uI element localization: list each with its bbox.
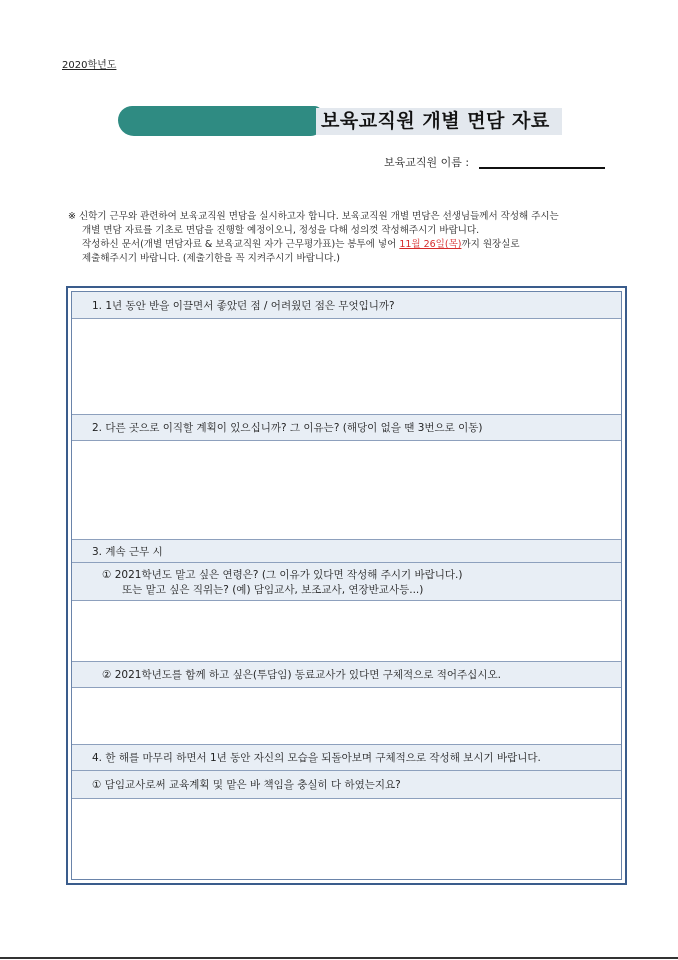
notice-line-4: 제출해주시기 바랍니다. (제출기한을 꼭 지켜주시기 바랍니다.) bbox=[82, 253, 340, 264]
question-3-1-line-2: 또는 맡고 싶은 직위는? (예) 담임교사, 보조교사, 연장반교사등...) bbox=[122, 583, 424, 596]
notice-block bbox=[68, 210, 628, 266]
question-3-2-text: ② 2021학년도를 함께 하고 싶은(투담임) 동료교사가 있다면 구체적으로 적어주십시오. bbox=[102, 669, 501, 681]
notice-line-1: ※ 신학기 근무와 관련하여 보육교직원 면담을 실시하고자 합니다. 보육교직원 개별 면담은 선생님들께서 작성해 주시는 bbox=[68, 211, 559, 222]
form-inner-border bbox=[71, 291, 622, 880]
staff-name-line bbox=[384, 154, 605, 170]
school-year: 2020학년도 bbox=[62, 60, 117, 71]
answer-2-area[interactable] bbox=[72, 441, 621, 539]
notice-line-2: 개별 면담 자료를 기초로 면담을 진행할 예정이오니, 정성을 다해 성의껏 작성해주시기 바랍니다. bbox=[82, 225, 480, 236]
deadline-date: 11월 26일(목) bbox=[399, 239, 462, 250]
staff-name-label: 보육교직원 이름 : bbox=[384, 156, 470, 169]
question-1-text: 1. 1년 동안 반을 이끌면서 좋았던 점 / 어려웠던 점은 무엇입니까? bbox=[92, 299, 395, 312]
question-4-1-text: ① 담임교사로써 교육계획 및 맡은 바 책임을 충실히 다 하였는지요? bbox=[92, 779, 401, 791]
notice-line-3 bbox=[68, 238, 628, 252]
interview-form bbox=[66, 286, 627, 885]
question-4 bbox=[72, 744, 621, 771]
answer-1-area[interactable] bbox=[72, 319, 621, 414]
notice-line-3-text: 작성하신 문서(개별 면담자료 & 보육교직원 자가 근무평가표)는 봉투에 넣어 bbox=[82, 239, 400, 250]
notice-line-3-end: 까지 원장실로 bbox=[461, 239, 520, 250]
question-3-2 bbox=[72, 661, 621, 688]
answer-3-2-area[interactable] bbox=[72, 688, 621, 744]
page-bottom-rule bbox=[0, 957, 678, 959]
question-3-1 bbox=[72, 563, 621, 601]
answer-4-1-area[interactable] bbox=[72, 799, 621, 879]
question-3-text: 3. 계속 근무 시 bbox=[92, 545, 163, 558]
question-4-text: 4. 한 해를 마무리 하면서 1년 동안 자신의 모습을 되돌아보며 구체적으로 작성해 보시기 바랍니다. bbox=[92, 752, 541, 764]
question-4-1 bbox=[72, 771, 621, 799]
answer-3-1-area[interactable] bbox=[72, 601, 621, 661]
question-2-text: 2. 다른 곳으로 이직할 계획이 있으십니까? 그 이유는? (해당이 없을 땐 3번으로 이동) bbox=[92, 422, 483, 434]
question-1 bbox=[72, 292, 621, 319]
redacted-mark bbox=[118, 106, 323, 136]
staff-name-blank[interactable] bbox=[479, 155, 605, 169]
question-3-1-line-1: ① 2021학년도 맡고 싶은 연령은? (그 이유가 있다면 작성해 주시기 바랍니다.) bbox=[102, 568, 463, 581]
question-2 bbox=[72, 414, 621, 441]
document-title: 보육교직원 개별 면담 자료 bbox=[321, 110, 550, 132]
question-3 bbox=[72, 539, 621, 563]
title-area bbox=[118, 104, 564, 138]
